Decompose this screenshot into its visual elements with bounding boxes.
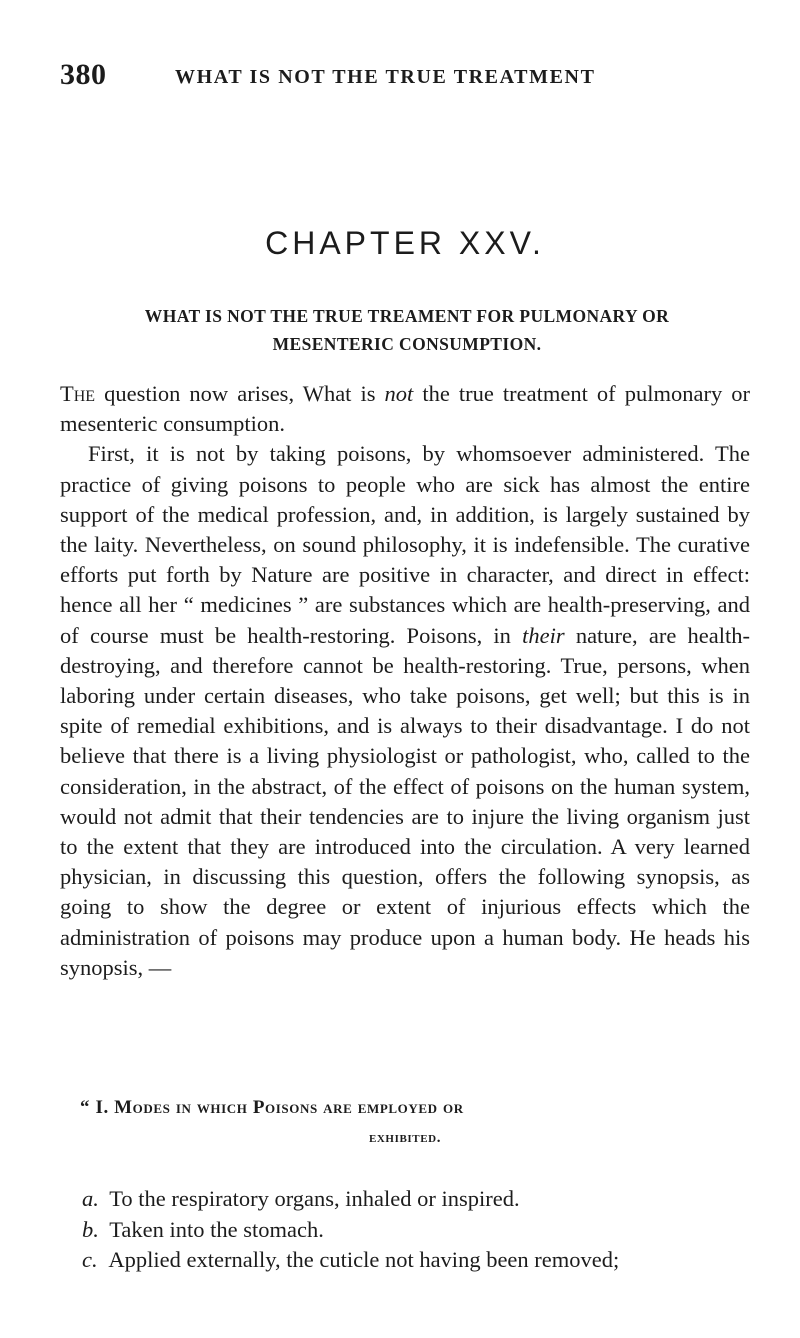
list-marker: b. bbox=[82, 1216, 99, 1242]
emphasis-their: their bbox=[522, 622, 565, 648]
paragraph-1-text-b: the true treatment of pulmonary or mesenteric consumption. bbox=[60, 381, 750, 437]
list-item-text: To the respiratory organs, inhaled or inspired. bbox=[109, 1186, 520, 1211]
section-heading-line-2: exhibited. bbox=[368, 1130, 442, 1146]
chapter-title: CHAPTER XXV. bbox=[265, 225, 545, 261]
page-number: 380 bbox=[60, 58, 107, 91]
paragraph-1 bbox=[60, 379, 750, 439]
list-item-text: Applied externally, the cuticle not having been removed; bbox=[108, 1247, 620, 1272]
section-heading-line-1: “ I. Modes in which Poisons are employed or bbox=[80, 1097, 464, 1118]
paragraph-2 bbox=[60, 439, 750, 983]
list-marker: c. bbox=[82, 1247, 98, 1272]
list-item-text: Taken into the stomach. bbox=[109, 1216, 324, 1242]
paragraph-1-text-a: question now arises, What is bbox=[95, 381, 385, 406]
running-title: WHAT IS NOT THE TRUE TREATMENT bbox=[175, 66, 596, 88]
list-item bbox=[82, 1215, 752, 1246]
running-head bbox=[60, 58, 750, 98]
chapter-subtitle: WHAT IS NOT THE TRUE TREAMENT FOR PULMONARY OR MESENTERIC CONSUMPTION. bbox=[144, 306, 670, 354]
paragraph-2-text-a: First, it is not by taking poisons, by whomsoever administered. The practice of giving poisons to people who are sick has almost the entire support of the medical profession, and, in addition, is largely sustained by the laity. Nevertheless, on sound philosophy, it is indefensible. The curative efforts put forth by Nature are positive in character, and direct in effect: hence all her “ medicines ” are substances which are health-preserving, and of course must be health-restoring. Poisons, in bbox=[60, 441, 750, 648]
section-heading bbox=[60, 1093, 750, 1153]
list-item bbox=[82, 1245, 752, 1276]
list-marker: a. bbox=[82, 1186, 99, 1211]
emphasis-not: not bbox=[384, 381, 414, 406]
paragraph-2-text-b: nature, are health-destroying, and therefore cannot be health-restoring. True, persons, when laboring under certain diseases, who take poisons, get well; but this is in spite of remedial exhibitions, and is always to their disadvantage. I do not believe that there is a living physiologist or pathologist, who, called to the consideration, in the abstract, of the effect of poisons on the human system, would not admit that their tendencies are to injure the living organism just to the extent that they are introduced into the circulation. A very learned physician, in discussing this question, offers the following synopsis, as going to show the degree or extent of injurious effects which the administration of poisons may produce upon a human body. He heads his synopsis, — bbox=[60, 622, 750, 980]
body-text bbox=[60, 379, 750, 983]
paragraph-leadin: The bbox=[60, 381, 96, 406]
list-item bbox=[82, 1184, 752, 1215]
modes-list bbox=[82, 1184, 752, 1276]
